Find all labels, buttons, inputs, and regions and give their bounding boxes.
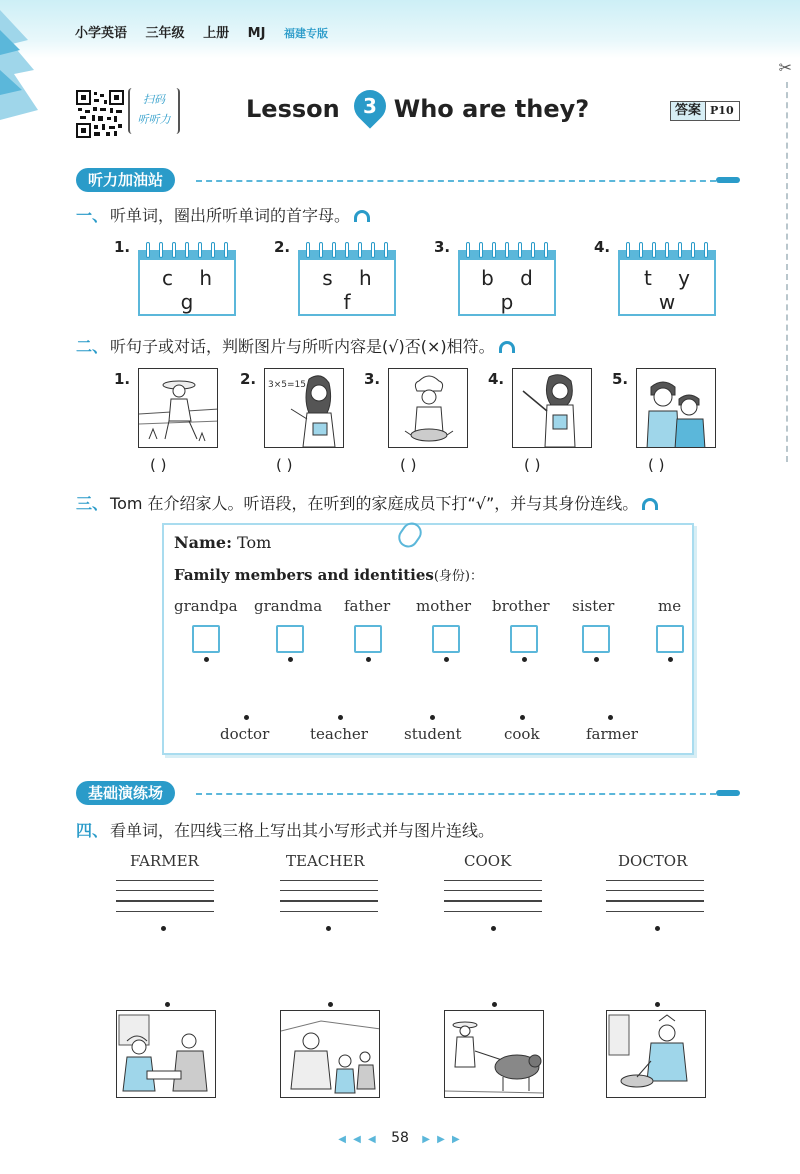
writing-lines-1[interactable] — [116, 880, 214, 921]
teacher-scene — [280, 1010, 380, 1098]
family-label-cn: (身份)： — [433, 569, 484, 584]
farmer-picture — [138, 368, 218, 448]
member-father: father — [344, 597, 391, 615]
doctor-scene — [116, 1010, 216, 1098]
name-value: Tom — [237, 533, 272, 552]
word-dot[interactable] — [491, 926, 496, 931]
word-doctor: DOCTOR — [618, 852, 688, 870]
identity-dot[interactable] — [244, 715, 249, 720]
q2-item-3-answer[interactable]: ( ) — [400, 456, 417, 474]
farmer-scene — [444, 1010, 544, 1098]
question-3-number: 三、 — [76, 494, 109, 513]
picture-dot[interactable] — [655, 1002, 660, 1007]
subject-label: 小学英语 — [75, 26, 128, 41]
checkbox-brother[interactable] — [510, 625, 538, 653]
member-dot[interactable] — [366, 657, 371, 662]
member-dot[interactable] — [204, 657, 209, 662]
q1-item-3-card — [458, 242, 556, 316]
question-4-text: 看单词，在四线三格上写出其小写形式并与图片连线。 — [110, 821, 495, 840]
checkbox-mother[interactable] — [432, 625, 460, 653]
boys-picture — [636, 368, 716, 448]
lesson-name: Who are they? — [393, 95, 590, 123]
picture-dot[interactable] — [328, 1002, 333, 1007]
headphones-icon[interactable] — [354, 210, 370, 222]
name-label: Name: — [174, 533, 233, 552]
answer-reference[interactable] — [670, 101, 740, 121]
cut-line — [786, 82, 788, 462]
word-cook: COOK — [464, 852, 512, 870]
identity-doctor: doctor — [220, 725, 270, 743]
q1-item-2-number: 2. — [274, 238, 291, 256]
family-label-line — [174, 565, 483, 584]
q2-item-5-answer[interactable]: ( ) — [648, 456, 665, 474]
q2-item-5-number: 5. — [612, 370, 629, 388]
section-divider — [196, 793, 716, 795]
scan-to-listen-label — [128, 88, 180, 134]
answer-page: P10 — [705, 102, 739, 120]
question-1-title — [76, 203, 370, 226]
q1-item-4-card — [618, 242, 716, 316]
writing-lines-3[interactable] — [444, 880, 542, 921]
qr-code-icon[interactable] — [76, 90, 124, 138]
identity-student: student — [404, 725, 462, 743]
page-number — [0, 1130, 800, 1146]
question-1-number: 一、 — [76, 206, 109, 225]
identity-dot[interactable] — [338, 715, 343, 720]
name-line — [174, 533, 271, 552]
question-3-text: Tom 在介绍家人。听语段，在听到的家庭成员下打“√”，并与其身份连线。 — [110, 494, 639, 513]
identity-teacher: teacher — [310, 725, 368, 743]
question-1-text: 听单词，圈出所听单词的首字母。 — [110, 206, 351, 225]
checkbox-father[interactable] — [354, 625, 382, 653]
q1-item-2-card — [298, 242, 396, 316]
q2-item-1-answer[interactable]: ( ) — [150, 456, 167, 474]
member-dot[interactable] — [668, 657, 673, 662]
identity-dot[interactable] — [430, 715, 435, 720]
family-label: Family members and identities — [174, 566, 434, 584]
member-brother: brother — [492, 597, 550, 615]
section-divider-end — [716, 177, 740, 183]
checkbox-me[interactable] — [656, 625, 684, 653]
teacher-pointer-picture — [512, 368, 592, 448]
q1-item-1-card — [138, 242, 236, 316]
writing-lines-2[interactable] — [280, 880, 378, 921]
checkbox-sister[interactable] — [582, 625, 610, 653]
q1-item-3-letters[interactable]: b d p — [481, 266, 543, 314]
edition-label: 福建专版 — [283, 27, 328, 40]
member-dot[interactable] — [522, 657, 527, 662]
teacher-picture — [264, 368, 344, 448]
question-4-title — [76, 818, 494, 841]
question-4-number: 四、 — [76, 821, 109, 840]
member-mother: mother — [416, 597, 471, 615]
cook-scene — [606, 1010, 706, 1098]
q1-item-2-letters[interactable]: s h f — [322, 266, 382, 314]
q2-item-2-answer[interactable]: ( ) — [276, 456, 293, 474]
word-dot[interactable] — [655, 926, 660, 931]
member-dot[interactable] — [444, 657, 449, 662]
word-farmer: FARMER — [130, 852, 199, 870]
member-dot[interactable] — [288, 657, 293, 662]
grade-label: 三年级 — [145, 26, 185, 41]
scan-line-1: 扫码 — [143, 93, 165, 106]
scissors-icon: ✂ — [778, 58, 792, 77]
checkbox-grandpa[interactable] — [192, 625, 220, 653]
question-3-title — [76, 491, 658, 514]
headphones-icon[interactable] — [499, 341, 515, 353]
q2-item-3-number: 3. — [364, 370, 381, 388]
member-dot[interactable] — [594, 657, 599, 662]
question-2-title — [76, 334, 515, 357]
q1-item-4-number: 4. — [594, 238, 611, 256]
q1-item-1-number: 1. — [114, 238, 131, 256]
book-header — [75, 22, 342, 41]
section-divider — [196, 180, 716, 182]
identity-dot[interactable] — [608, 715, 613, 720]
q1-item-3-number: 3. — [434, 238, 451, 256]
pagoda-decoration — [0, 0, 40, 120]
lesson-number-badge — [347, 83, 392, 128]
word-teacher: TEACHER — [286, 852, 365, 870]
lesson-prefix: Lesson — [246, 95, 340, 123]
q1-item-4-letters[interactable]: t y w — [643, 266, 701, 314]
blackboard-text: 3×5=15 — [268, 380, 306, 390]
picture-dot[interactable] — [165, 1002, 170, 1007]
publisher-label: MJ — [247, 26, 266, 41]
identity-cook: cook — [504, 725, 540, 743]
identity-dot[interactable] — [520, 715, 525, 720]
checkbox-grandma[interactable] — [276, 625, 304, 653]
page-prev-arrows: ◀ ◀ ◀ — [338, 1134, 378, 1145]
word-dot[interactable] — [326, 926, 331, 931]
lesson-number: 3 — [362, 94, 377, 119]
family-card — [162, 523, 694, 755]
q2-item-4-answer[interactable]: ( ) — [524, 456, 541, 474]
picture-dot[interactable] — [492, 1002, 497, 1007]
section-divider-end — [716, 790, 740, 796]
question-2-text: 听句子或对话，判断图片与所听内容是(√)否(×)相符。 — [110, 337, 495, 356]
member-grandma: grandma — [254, 597, 323, 615]
member-grandpa: grandpa — [174, 597, 238, 615]
q2-item-4-number: 4. — [488, 370, 505, 388]
scan-line-2: 听听力 — [137, 113, 171, 126]
answer-label: 答案 — [675, 103, 702, 118]
lesson-title — [246, 94, 589, 126]
writing-lines-4[interactable] — [606, 880, 704, 921]
question-2-number: 二、 — [76, 337, 109, 356]
volume-label: 上册 — [203, 26, 230, 41]
q2-item-1-number: 1. — [114, 370, 131, 388]
page-number-value: 58 — [391, 1130, 409, 1146]
word-dot[interactable] — [161, 926, 166, 931]
page-next-arrows: ▶ ▶ ▶ — [422, 1134, 462, 1145]
section-practice: 基础演练场 — [76, 781, 175, 805]
q1-item-1-letters[interactable]: c h g — [161, 266, 223, 314]
q2-item-2-number: 2. — [240, 370, 257, 388]
identity-farmer: farmer — [586, 725, 638, 743]
member-me: me — [658, 597, 682, 615]
cook-picture — [388, 368, 468, 448]
member-sister: sister — [572, 597, 615, 615]
headphones-icon[interactable] — [642, 498, 658, 510]
section-listening: 听力加油站 — [76, 168, 175, 192]
